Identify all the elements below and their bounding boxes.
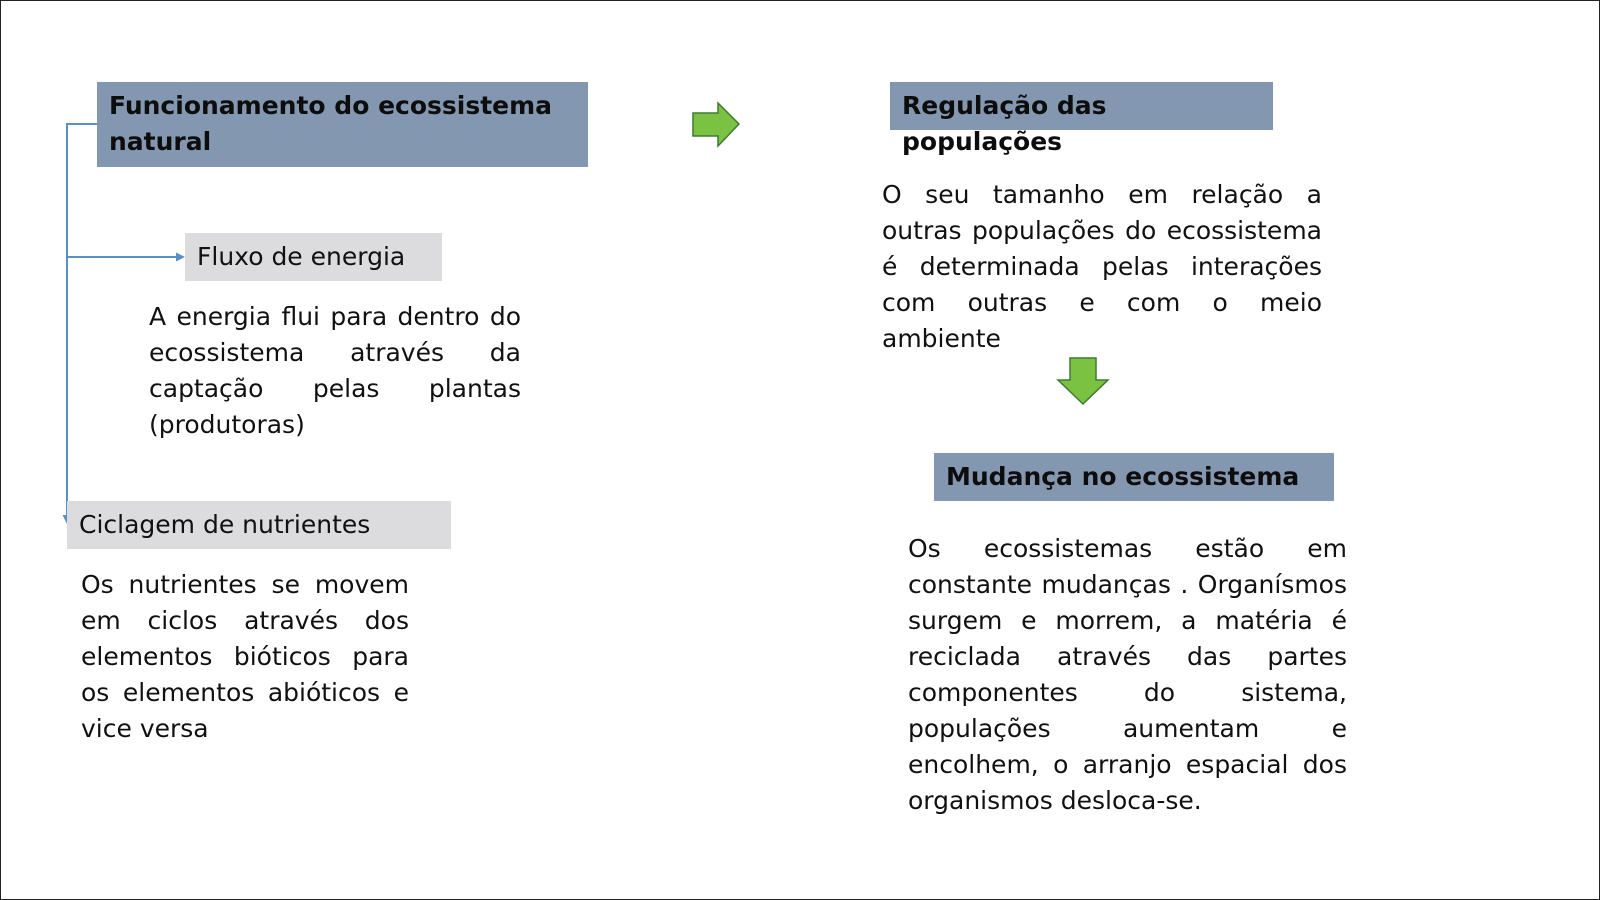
header-mudanca-no-ecossistema: Mudança no ecossistema (934, 453, 1334, 501)
header-funcionamento: Funcionamento do ecossistema natural (97, 82, 588, 167)
arrow-right-icon (693, 103, 739, 146)
text-regulacao-das-populacoes: O seu tamanho em relação a outras populações do ecossistema é determinada pelas interações com outras e com o meio ambiente (882, 180, 1322, 353)
subheader-fluxo-de-energia: Fluxo de energia (185, 233, 442, 281)
text-ciclagem-de-nutrientes: Os nutrientes se movem em ciclos através dos elementos bióticos para os elementos abióticos e vice versa (81, 570, 409, 743)
connector-arrowhead-fluxo (176, 253, 185, 262)
text-fluxo-de-energia: A energia flui para dentro do ecossistema através da captação pelas plantas (produtoras) (149, 302, 521, 439)
header-regulacao-das-populacoes: Regulação das populações (890, 82, 1273, 130)
subheader-ciclagem-de-nutrientes: Ciclagem de nutrientes (67, 501, 451, 549)
text-mudanca-no-ecossistema: Os ecossistemas estão em constante mudanças . Organísmos surgem e morrem, a matéria é reciclada através das partes componentes do sistema, populações aumentam e encolhem, o arranjo espacial dos organismos desloca-se. (908, 534, 1347, 815)
connector-vertical-line (67, 124, 97, 517)
arrow-down-icon (1058, 358, 1108, 404)
